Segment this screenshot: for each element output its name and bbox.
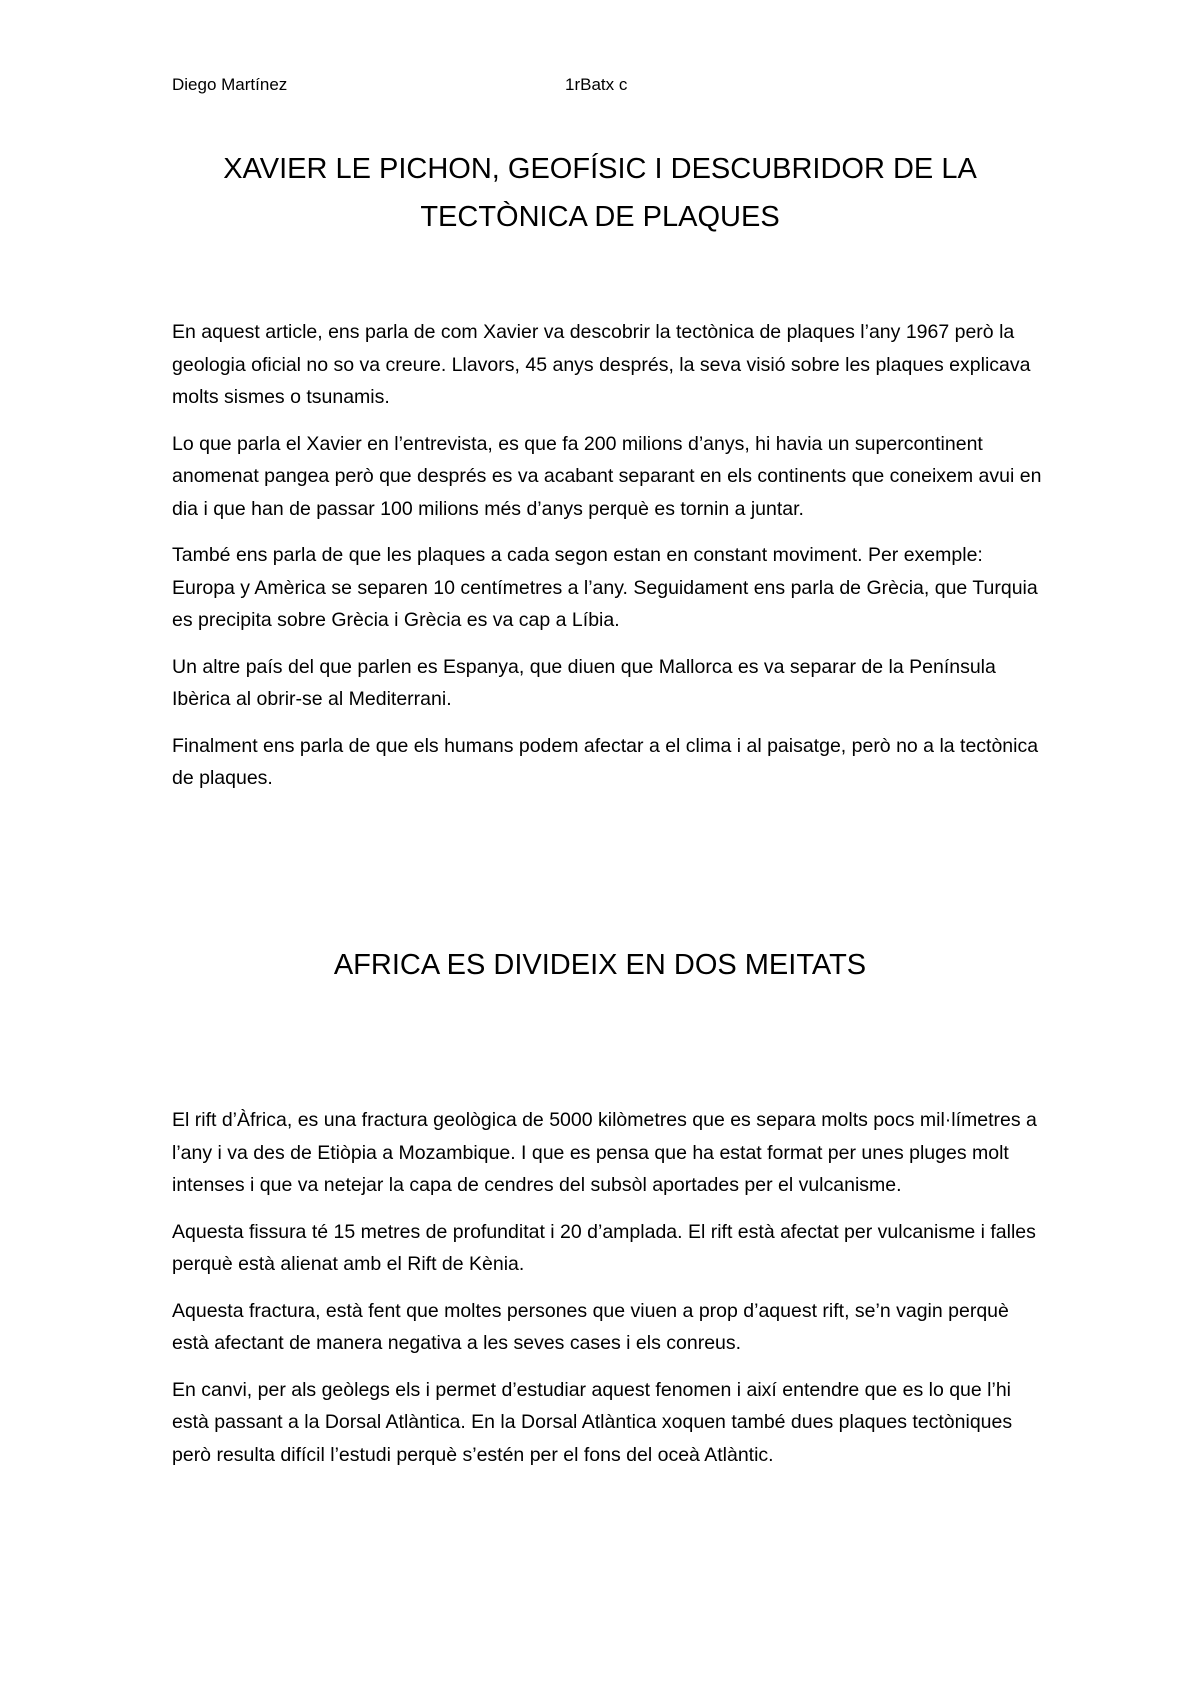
article2-body xyxy=(172,1104,1048,1485)
article1-title xyxy=(150,145,1050,241)
article1-paragraph: En aquest article, ens parla de com Xavier va descobrir la tectònica de plaques l’any 1967 però la geologia oficial no so va creure. Llavors, 45 anys després, la seva visió sobre les plaques explicava molts sismes o tsunamis. xyxy=(172,321,1031,408)
article1-paragraph: Un altre país del que parlen es Espanya, que diuen que Mallorca es va separar de la Península Ibèrica al obrir-se al Mediterrani. xyxy=(172,655,996,710)
page-header xyxy=(172,75,1072,99)
article1-paragraph: Finalment ens parla de que els humans podem afectar a el clima i al paisatge, però no a la tectònica de plaques. xyxy=(172,734,1039,789)
article2-title: AFRICA ES DIVIDEIX EN DOS MEITATS xyxy=(333,949,867,981)
article1-title-line2: TECTÒNICA DE PLAQUES xyxy=(420,201,780,233)
article2-paragraph: Aquesta fissura té 15 metres de profunditat i 20 d’amplada. El rift està afectat per vulcanisme i falles perquè està alienat amb el Rift de Kènia. xyxy=(172,1220,1036,1275)
article1-paragraph: També ens parla de que les plaques a cada segon estan en constant moviment. Per exemple: Europa y Amèrica se separen 10 centímetres a l’any. Seguidament ens parla de Grècia, que Turquia es precipita sobre Grècia i Grècia es va cap a Líbia. xyxy=(172,544,1038,631)
article1-title-line1: XAVIER LE PICHON, GEOFÍSIC I DESCUBRIDOR DE LA xyxy=(223,153,977,185)
course-label: 1rBatx c xyxy=(565,75,628,94)
author-name: Diego Martínez xyxy=(172,75,288,94)
article1-body xyxy=(172,316,1048,809)
article1-paragraph: Lo que parla el Xavier en l’entrevista, es que fa 200 milions d’anys, hi havia un supercontinent anomenat pangea però que després es va acabant separant en els continents que coneixem avui en dia i que han de passar 100 milions més d’anys perquè es tornin a juntar. xyxy=(172,432,1042,520)
article2-paragraph: El rift d’Àfrica, es una fractura geològica de 5000 kilòmetres que es separa molts pocs mil·límetres a l’any i va des de Etiòpia a Mozambique. I que es pensa que ha estat format per unes pluges molt intenses i que va netejar la capa de cendres del subsòl aportades per el vulcanisme. xyxy=(172,1109,1037,1196)
article2-paragraph: Aquesta fractura, està fent que moltes persones que viuen a prop d’aquest rift, se’n vagin perquè està afectant de manera negativa a les seves cases i els conreus. xyxy=(172,1299,1009,1354)
article2-paragraph: En canvi, per als geòlegs els i permet d’estudiar aquest fenomen i així entendre que es lo que l’hi està passant a la Dorsal Atlàntica. En la Dorsal Atlàntica xoquen també dues plaques tectòniques però resulta difícil l’estudi perquè s’estén per el fons del oceà Atlàntic. xyxy=(172,1378,1013,1466)
